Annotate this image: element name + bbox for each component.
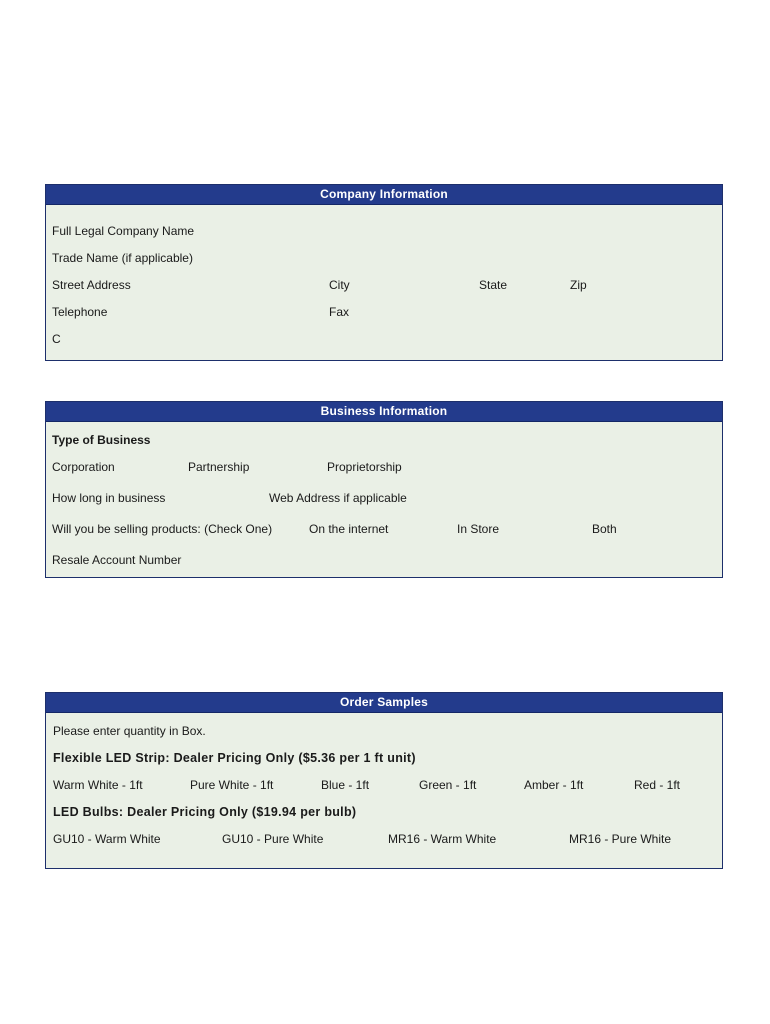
on-internet-option: On the internet [309, 522, 389, 536]
selling-products-label: Will you be selling products: (Check One) [52, 522, 273, 536]
strip-amber: Amber - 1ft [524, 778, 584, 792]
telephone-label: Telephone [52, 305, 108, 319]
corporation-option: Corporation [52, 460, 115, 474]
bulb-mr16-warm-white: MR16 - Warm White [388, 832, 497, 846]
web-address-label: Web Address if applicable [269, 491, 407, 505]
company-information-header: Company Information [46, 185, 722, 205]
bulb-mr16-pure-white: MR16 - Pure White [569, 832, 672, 846]
quantity-instruction: Please enter quantity in Box. [53, 724, 206, 738]
strip-green: Green - 1ft [419, 778, 477, 792]
company-information-section [45, 184, 723, 361]
full-legal-name-label: Full Legal Company Name [52, 224, 195, 238]
partnership-option: Partnership [188, 460, 250, 474]
type-of-business-label: Type of Business [52, 433, 151, 447]
state-label: State [479, 278, 508, 292]
strip-warm-white: Warm White - 1ft [53, 778, 143, 792]
fax-label: Fax [329, 305, 350, 319]
business-information-section [45, 401, 723, 578]
bulb-gu10-warm-white: GU10 - Warm White [53, 832, 161, 846]
order-samples-section [45, 692, 723, 869]
zip-label: Zip [570, 278, 587, 292]
proprietorship-option: Proprietorship [327, 460, 402, 474]
how-long-in-business-label: How long in business [52, 491, 166, 505]
trade-name-label: Trade Name (if applicable) [52, 251, 193, 265]
street-address-label: Street Address [52, 278, 131, 292]
resale-account-label: Resale Account Number [52, 553, 182, 567]
both-option: Both [592, 522, 617, 536]
strip-pure-white: Pure White - 1ft [190, 778, 274, 792]
strip-blue: Blue - 1ft [321, 778, 370, 792]
contact-label: C [52, 332, 61, 346]
strip-red: Red - 1ft [634, 778, 681, 792]
bulb-gu10-pure-white: GU10 - Pure White [222, 832, 324, 846]
city-label: City [329, 278, 350, 292]
led-bulbs-heading: LED Bulbs: Dealer Pricing Only ($19.94 per bulb) [53, 805, 357, 819]
order-samples-header: Order Samples [46, 693, 722, 713]
in-store-option: In Store [457, 522, 500, 536]
business-information-header: Business Information [46, 402, 722, 422]
led-strip-heading: Flexible LED Strip: Dealer Pricing Only ($5.36 per 1 ft unit) [53, 751, 416, 765]
